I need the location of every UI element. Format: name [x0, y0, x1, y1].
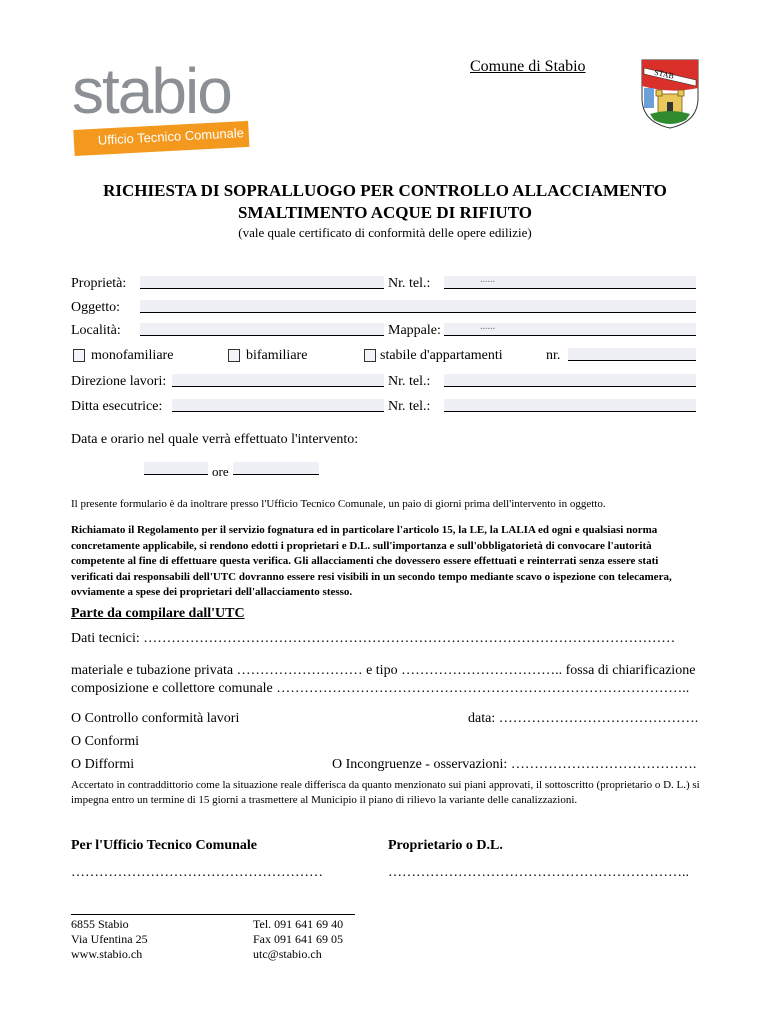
data-orario-label: Data e orario nel quale verrà effettuato l'intervento: [71, 432, 359, 447]
oggetto-field[interactable] [140, 300, 696, 313]
footer-address [71, 917, 148, 962]
composizione-line: composizione e collettore comunale …………………………………………………………………………….. [71, 681, 690, 696]
title-line2: SMALTIMENTO ACQUE DI RIFIUTO [238, 203, 532, 222]
regolamento-paragraph: Richiamato il Regolamento per il servizio fognatura ed in particolare l'articolo 15, la LE, la LALIA ed ogni e qualsiasi norma concretamente applicabile, si rendono edotti i proprietari e D.L. sull'importanza e sull'obbligatorietà di convocare l'autorità competente al fine di effettuare questa verifica. Gli allacciamenti che dovessero essere effettuati e reinterrati senza essere stati verificati dai responsabili dell'UTC dovranno essere resi visibili in un secondo tempo mediante scavo o ispezione con telecamera, ovviamente a spese dei proprietari dell'allacciamento stesso. [71, 524, 672, 598]
footer-contacts [253, 917, 343, 962]
checkbox-monofamiliare[interactable] [73, 349, 85, 362]
localita-field[interactable] [140, 323, 384, 336]
proprieta-field[interactable] [140, 276, 384, 289]
ditta-field[interactable] [172, 399, 384, 412]
checkbox-bifamiliare[interactable] [228, 349, 240, 362]
localita-label: Località: [71, 323, 121, 338]
time-field[interactable] [233, 462, 319, 475]
footer-addr1: 6855 Stabio [71, 917, 129, 931]
logo-word: stabio [72, 55, 231, 127]
footer-email[interactable]: utc@stabio.ch [253, 947, 322, 961]
footer-website[interactable]: www.stabio.ch [71, 947, 143, 961]
nr-field[interactable] [568, 348, 696, 361]
ditta-label: Ditta esecutrice: [71, 399, 163, 414]
ditta-tel-field[interactable] [444, 399, 696, 412]
date-field[interactable] [144, 462, 208, 475]
materiale-line: materiale e tubazione privata ……………………… e tipo …………………………….. fossa di chiarificazione [71, 663, 696, 678]
mappale-label: Mappale: [388, 323, 441, 338]
controllo-option[interactable]: O Controllo conformità lavori [71, 711, 240, 726]
accertato-paragraph: Accertato in contraddittorio come la situazione reale differisca da quanto menzionato sui piani approvati, il sottoscritto (proprietario o D. L.) si impegna entro un termine di 15 giorni a trasmettere al Municipio il piano di rilievo la variante delle canalizzazioni. [71, 779, 700, 806]
checkbox-stabile[interactable] [364, 349, 376, 362]
logo-sub: Ufficio Tecnico Comunale [97, 125, 245, 148]
signature-left-title: Per l'Ufficio Tecnico Comunale [71, 838, 257, 853]
title-line1: RICHIESTA DI SOPRALLUOGO PER CONTROLLO ALLACCIAMENTO [103, 181, 667, 200]
incongruenze-option[interactable]: O Incongruenze - osservazioni: …………………………………. [332, 757, 697, 772]
footer-fax: Fax 091 641 69 05 [253, 932, 343, 946]
subtitle: (vale quale certificato di conformità delle opere edilizie) [238, 225, 532, 240]
signature-right-line[interactable]: ……………………………………………………….. [388, 865, 689, 880]
tel-placeholder: ...... [480, 274, 495, 285]
bifamiliare-label: bifamiliare [246, 348, 308, 363]
comune-title: Comune di Stabio [470, 58, 586, 75]
signature-right-title: Proprietario o D.L. [388, 838, 503, 853]
note-paragraph: Il presente formulario è da inoltrare presso l'Ufficio Tecnico Comunale, un paio di giorni prima dell'intervento in oggetto. [71, 498, 606, 510]
data-line: data: ……………………………………. [468, 711, 699, 726]
stabio-logo [72, 55, 252, 170]
dati-tecnici: Dati tecnici: …………………………………………………………………………………………………… [71, 631, 676, 646]
footer-tel: Tel. 091 641 69 40 [253, 917, 344, 931]
mappale-placeholder: ...... [480, 321, 495, 332]
direzione-tel-field[interactable] [444, 374, 696, 387]
proprieta-tel-field[interactable] [444, 276, 696, 289]
conformi-option[interactable]: O Conformi [71, 734, 140, 749]
proprieta-label: Proprietà: [71, 276, 127, 291]
direzione-label: Direzione lavori: [71, 374, 167, 389]
mappale-field[interactable] [444, 323, 696, 336]
proprieta-tel-label: Nr. tel.: [388, 276, 431, 291]
ore-label: ore [212, 464, 229, 479]
footer-addr2: Via Ufentina 25 [71, 932, 148, 946]
direzione-field[interactable] [172, 374, 384, 387]
crest-icon [640, 58, 700, 130]
nr-label: nr. [546, 348, 561, 363]
footer-divider [71, 914, 355, 915]
monofamiliare-label: monofamiliare [91, 348, 174, 363]
svg-text:STAB: STAB [653, 67, 675, 81]
stabile-label: stabile d'appartamenti [380, 348, 503, 363]
oggetto-label: Oggetto: [71, 300, 120, 315]
ditta-tel-label: Nr. tel.: [388, 399, 431, 414]
utc-heading: Parte da compilare dall'UTC [71, 606, 245, 621]
signature-left-line[interactable]: ……………………………………………… [71, 865, 323, 880]
direzione-tel-label: Nr. tel.: [388, 374, 431, 389]
difformi-option[interactable]: O Difformi [71, 757, 135, 772]
